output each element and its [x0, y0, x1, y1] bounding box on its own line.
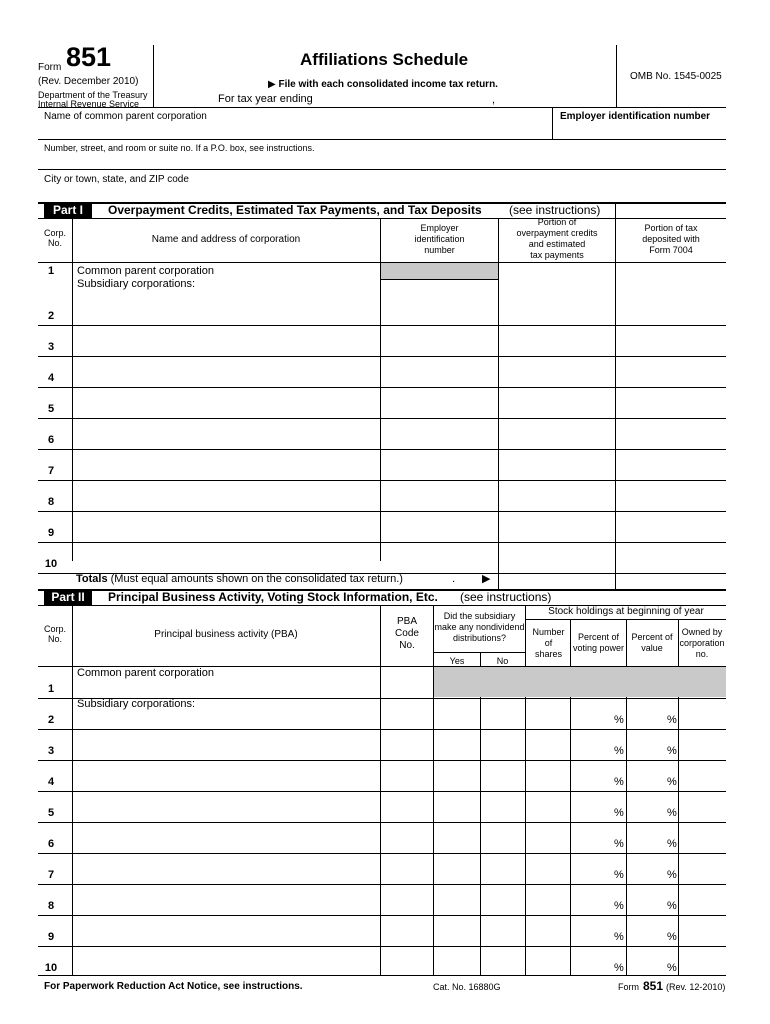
part2-voting-field[interactable] [573, 830, 615, 850]
part2-col-yes: Yes [449, 656, 465, 666]
part1-ein-field[interactable] [384, 488, 498, 508]
tax-year-ending-field[interactable] [318, 93, 492, 107]
part1-deposit-field[interactable] [619, 333, 727, 353]
part2-value-percent-sign: % [667, 714, 677, 726]
part2-owned-field[interactable] [681, 954, 727, 974]
part2-voting-percent-sign: % [614, 776, 624, 788]
part2-voting-field[interactable] [573, 799, 615, 819]
part1-deposit-field[interactable] [619, 519, 727, 539]
part2-value-field[interactable] [629, 830, 669, 850]
part2-pba-field[interactable] [76, 866, 380, 882]
part1-deposit-field[interactable] [619, 271, 727, 291]
part2-pba-code-field[interactable] [384, 892, 434, 912]
part1-portion-field[interactable] [502, 271, 616, 291]
part2-row-rule [38, 729, 726, 730]
part2-col-value: Percent of value [631, 632, 673, 653]
part2-shares-field[interactable] [528, 799, 572, 819]
part1-name-field[interactable] [76, 338, 380, 354]
tax-year-label: For tax year ending [218, 93, 313, 105]
part1-name-field[interactable] [76, 431, 380, 447]
part2-row-rule [38, 791, 726, 792]
part1-ein-field[interactable] [384, 333, 498, 353]
part2-col-nondividend: Did the subsidiary make any nondividend distributions? [434, 611, 525, 643]
part2-value-percent-sign: % [667, 931, 677, 943]
part2-voting-percent-sign: % [614, 900, 624, 912]
address-row-rule [38, 169, 726, 170]
part2-value-field[interactable] [629, 892, 669, 912]
part1-row1-ein-rule [380, 279, 498, 280]
part1-ein-field[interactable] [384, 550, 498, 570]
part1-portion-field[interactable] [502, 426, 616, 446]
part1-parent-text: Common parent corporation [77, 265, 214, 277]
part2-row-rule [38, 853, 726, 854]
part1-title-rule [38, 218, 726, 219]
part1-totals [76, 573, 403, 585]
part1-row-number: 6 [47, 434, 55, 446]
part2-pba-field[interactable] [76, 742, 380, 758]
part2-title: Principal Business Activity, Voting Stock Information, Etc. [108, 590, 438, 604]
part1-ein-field[interactable] [384, 519, 498, 539]
part2-value-field[interactable] [629, 706, 669, 726]
ein-label: Employer identification number [560, 111, 711, 122]
part2-col-no: No [496, 656, 509, 666]
part1-col-ein: Employer identification number [414, 223, 465, 255]
part2-voting-percent-sign: % [614, 807, 624, 819]
part2-pba-field[interactable] [76, 711, 380, 727]
part2-voting-field[interactable] [573, 737, 615, 757]
department-line: Department of the Treasury [38, 90, 148, 100]
part2-voting-field[interactable] [573, 954, 615, 974]
part2-stock-header: Stock holdings at beginning of year [548, 606, 704, 617]
part2-owned-field[interactable] [681, 923, 727, 943]
part2-shares-field[interactable] [528, 861, 572, 881]
part1-row-rule [38, 542, 726, 543]
part1-col-name: Name and address of corporation [151, 234, 301, 245]
part2-owned-field[interactable] [681, 768, 727, 788]
part2-row-rule [38, 915, 726, 916]
part2-voting-percent-sign: % [614, 745, 624, 757]
part1-row-rule [38, 511, 726, 512]
part2-value-percent-sign: % [667, 838, 677, 850]
part2-row-rule [38, 822, 726, 823]
name-row-rule [38, 139, 726, 140]
part2-shares-field[interactable] [528, 954, 572, 974]
part1-name-field[interactable] [76, 400, 380, 416]
parent-name-field[interactable] [44, 122, 548, 138]
part1-name-field[interactable] [76, 307, 380, 323]
part1-name-field[interactable] [76, 493, 380, 509]
part1-row-number: 2 [47, 310, 55, 322]
part2-row-number: 7 [47, 869, 55, 881]
part2-value-percent-sign: % [667, 776, 677, 788]
part1-row-rule [38, 325, 726, 326]
part2-owned-field[interactable] [681, 892, 727, 912]
part2-row-number: 5 [47, 807, 55, 819]
part2-pba-field[interactable] [76, 959, 380, 975]
part2-row-number: 1 [47, 683, 55, 695]
part2-subsidiary-text: Subsidiary corporations: [77, 698, 196, 710]
paperwork-notice: For Paperwork Reduction Act Notice, see instructions. [44, 981, 303, 992]
part1-vline-name [72, 218, 73, 561]
footer-rule [38, 975, 726, 976]
city-field[interactable] [44, 185, 718, 201]
part2-vline-code [380, 605, 381, 975]
part1-col-corp-no: Corp. No. [43, 228, 66, 248]
part2-shares-field[interactable] [528, 706, 572, 726]
part1-row-number: 7 [47, 465, 55, 477]
part2-row-number: 3 [47, 745, 55, 757]
part1-row-number: 8 [47, 496, 55, 508]
part1-name-field[interactable] [76, 524, 380, 540]
ein-divider [552, 107, 553, 139]
file-with-instruction: ▶ File with each consolidated income tax return. [268, 79, 498, 90]
part1-totals-dot: . [452, 573, 456, 585]
part2-pba-field[interactable] [76, 835, 380, 851]
part2-vline-no [480, 652, 481, 975]
part2-owned-field[interactable] [681, 799, 727, 819]
part1-vline-portion [498, 218, 499, 590]
part2-vline-yes [433, 605, 434, 975]
part1-row-rule [38, 480, 726, 481]
part1-row-number: 5 [47, 403, 55, 415]
part2-row-number: 8 [47, 900, 55, 912]
form-word: Form [38, 62, 62, 73]
footer-revision: (Rev. 12-2010) [666, 982, 726, 992]
header-divider-right [616, 45, 617, 107]
part2-voting-percent-sign: % [614, 838, 624, 850]
part2-row-number: 9 [47, 931, 55, 943]
part1-portion-field[interactable] [502, 457, 616, 477]
part1-deposit-field[interactable] [619, 364, 727, 384]
part1-ein-field[interactable] [384, 364, 498, 384]
part2-voting-field[interactable] [573, 861, 615, 881]
part1-col-portion: Portion of overpayment credits and estimated tax payments [516, 217, 598, 260]
part2-value-field[interactable] [629, 799, 669, 819]
header-divider-left [153, 45, 154, 107]
tax-year-comma: , [492, 94, 496, 106]
part2-label: Part II [44, 589, 92, 605]
part1-deposit-field[interactable] [619, 488, 727, 508]
part1-portion-field[interactable] [502, 488, 616, 508]
part2-col-voting: Percent of voting power [572, 632, 625, 653]
header-bottom-rule [38, 107, 726, 108]
part1-row-rule [38, 387, 726, 388]
omb-number: OMB No. 1545-0025 [630, 71, 722, 82]
part2-pba-field[interactable] [76, 680, 380, 696]
part2-value-percent-sign: % [667, 807, 677, 819]
part2-row1-shaded-cells [434, 667, 726, 697]
catalog-number: Cat. No. 16880G [433, 982, 501, 992]
part2-value-field[interactable] [629, 861, 669, 881]
part1-row-rule [38, 418, 726, 419]
part1-total-portion-field[interactable] [502, 567, 616, 587]
part1-row-number: 3 [47, 341, 55, 353]
part2-voting-percent-sign: % [614, 962, 624, 974]
part1-portion-field[interactable] [502, 364, 616, 384]
part2-pba-code-field[interactable] [384, 830, 434, 850]
part2-voting-field[interactable] [573, 768, 615, 788]
part1-row-number: 9 [47, 527, 55, 539]
part1-portion-field[interactable] [502, 333, 616, 353]
part2-vline-pba [72, 605, 73, 975]
part1-row-number: 4 [47, 372, 55, 384]
part1-name-field[interactable] [76, 555, 380, 571]
part2-row-number: 6 [47, 838, 55, 850]
city-label: City or town, state, and ZIP code [44, 174, 189, 185]
part1-portion-field[interactable] [502, 395, 616, 415]
part1-ein-field[interactable] [384, 302, 498, 322]
part2-pba-field[interactable] [76, 928, 380, 944]
part1-ein-field[interactable] [384, 395, 498, 415]
part1-deposit-field[interactable] [619, 302, 727, 322]
part2-value-field[interactable] [629, 737, 669, 757]
part1-row-number: 10 [44, 558, 58, 570]
form-number: 851 [66, 42, 112, 72]
part2-value-percent-sign: % [667, 900, 677, 912]
footer-form-number: 851 [643, 979, 664, 993]
part2-owned-field[interactable] [681, 861, 727, 881]
part2-owned-field[interactable] [681, 830, 727, 850]
address-field[interactable] [44, 153, 718, 169]
part1-ein-field[interactable] [384, 426, 498, 446]
part2-value-percent-sign: % [667, 745, 677, 757]
part2-row-number: 10 [44, 962, 58, 974]
form-title: Affiliations Schedule [300, 50, 469, 69]
part1-ein-shaded-cell [381, 263, 498, 279]
part2-owned-field[interactable] [681, 706, 727, 726]
part2-vline-shares [525, 605, 526, 975]
address-label: Number, street, and room or suite no. If a P.O. box, see instructions. [44, 143, 315, 153]
part1-totals-arrow: ▶ [482, 573, 491, 585]
part1-deposit-field[interactable] [619, 395, 727, 415]
part2-shares-field[interactable] [528, 892, 572, 912]
part2-value-percent-sign: % [667, 869, 677, 881]
part2-voting-field[interactable] [573, 706, 615, 726]
part2-shares-field[interactable] [528, 923, 572, 943]
irs-line: Internal Revenue Service [38, 99, 140, 109]
part2-value-field[interactable] [629, 768, 669, 788]
part2-col-shares: Number of shares [532, 627, 565, 659]
part2-pba-code-field[interactable] [384, 799, 434, 819]
part1-name-field[interactable] [76, 462, 380, 478]
part2-col-pba-code: PBA Code No. [395, 616, 419, 651]
part1-row-rule [38, 356, 726, 357]
part2-value-percent-sign: % [667, 962, 677, 974]
part1-name-field[interactable] [76, 369, 380, 385]
part2-col-pba: Principal business activity (PBA) [154, 629, 298, 640]
part1-totals-bold: Totals [76, 573, 108, 585]
part2-voting-field[interactable] [573, 923, 615, 943]
part2-row-rule [38, 760, 726, 761]
part1-see-instructions: (see instructions) [509, 203, 601, 217]
part2-pba-code-field[interactable] [384, 737, 434, 757]
part2-col-corp-no: Corp. No. [43, 624, 66, 644]
part1-col-deposit: Portion of tax deposited with Form 7004 [642, 223, 700, 255]
part2-pba-field[interactable] [76, 897, 380, 913]
footer-form-word: Form [618, 982, 639, 992]
part1-title: Overpayment Credits, Estimated Tax Payments, and Tax Deposits [108, 203, 482, 217]
ein-field[interactable] [560, 122, 724, 138]
part2-row-rule [38, 946, 726, 947]
part2-pba-field[interactable] [76, 773, 380, 789]
part2-shares-field[interactable] [528, 768, 572, 788]
part1-portion-field[interactable] [502, 519, 616, 539]
part1-deposit-field[interactable] [619, 426, 727, 446]
part2-col-owned: Owned by corporation no. [679, 627, 725, 659]
part1-total-deposit-field[interactable] [619, 567, 727, 587]
part2-value-field[interactable] [629, 923, 669, 943]
part2-pba-code-field[interactable] [384, 706, 434, 726]
part2-voting-percent-sign: % [614, 714, 624, 726]
part2-parent-text: Common parent corporation [77, 667, 214, 679]
part2-voting-field[interactable] [573, 892, 615, 912]
part2-pba-code-field[interactable] [384, 768, 434, 788]
part1-deposit-field[interactable] [619, 457, 727, 477]
parent-name-label: Name of common parent corporation [44, 111, 207, 122]
part2-voting-percent-sign: % [614, 931, 624, 943]
part2-row-rule [38, 884, 726, 885]
part2-pba-code-field[interactable] [384, 861, 434, 881]
part2-shares-field[interactable] [528, 830, 572, 850]
part1-ein-field[interactable] [384, 457, 498, 477]
part2-shares-field[interactable] [528, 737, 572, 757]
part1-label: Part I [44, 202, 92, 218]
revision-date: (Rev. December 2010) [38, 76, 139, 87]
part2-owned-field[interactable] [681, 737, 727, 757]
part2-value-field[interactable] [629, 954, 669, 974]
part2-pba-code-field[interactable] [384, 954, 434, 974]
part1-row-number: 1 [47, 265, 55, 277]
part1-totals-text: (Must equal amounts shown on the consolidated tax return.) [110, 573, 403, 585]
part2-row-number: 4 [47, 776, 55, 788]
part2-voting-percent-sign: % [614, 869, 624, 881]
part1-row-rule [38, 449, 726, 450]
part1-portion-field[interactable] [502, 302, 616, 322]
part2-row-number: 2 [47, 714, 55, 726]
part2-see-instructions: (see instructions) [460, 590, 552, 604]
part2-pba-code-field[interactable] [384, 675, 434, 695]
part2-pba-field[interactable] [76, 804, 380, 820]
part2-pba-code-field[interactable] [384, 923, 434, 943]
part1-subsidiary-text: Subsidiary corporations: [77, 278, 196, 290]
